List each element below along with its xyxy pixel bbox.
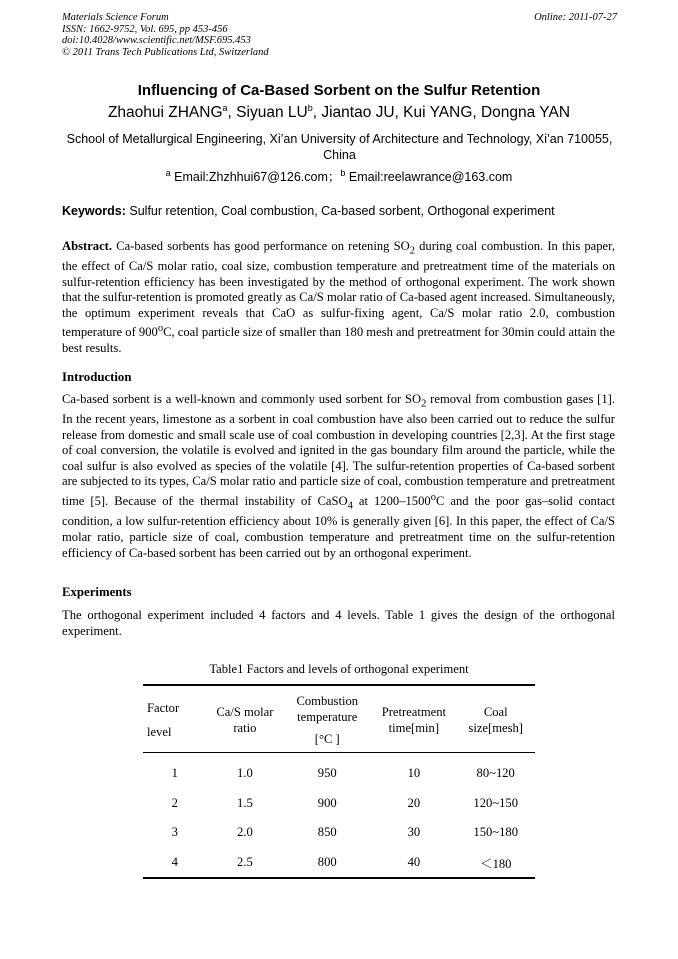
table-cell: 3 [171,825,178,840]
table-cell: 950 [317,766,337,781]
header-line: ratio [233,721,257,735]
header-factor-level [143,685,207,753]
table-cell: 850 [317,825,337,840]
journal-name: Materials Science Forum [62,12,169,23]
journal-header [62,12,617,58]
header-line: time[min] [388,721,440,735]
orthogonal-table [143,684,535,879]
author-name: Zhaohui ZHANG [107,104,223,121]
online-date: Online: 2011-07-27 [534,12,617,23]
header-line: Coal [483,705,508,719]
header-line: Combustion [296,694,359,708]
table-cell: 900 [317,795,337,810]
table-cell: 20 [407,795,421,810]
table-cell: 1.5 [237,795,253,810]
body-text: C and the poor gas–solid contact condition, a low sulfur-retention efficiency about 10% is generally given [6]. In this paper, the effect of Ca/S molar ratio, particle size of coal, combustion temperature and pretreatment time on the sulfur-retention efficiency of Ca-based sorbent has been carried out by an orthogonal experiment. [62,494,616,560]
author-affil-mark: a [222,102,228,113]
table-row [143,753,535,789]
table-header-row [143,685,535,753]
table-cell: 2.5 [207,848,284,879]
table-row [143,848,535,879]
superscript: o [157,323,164,335]
keywords-label: Keywords: [62,204,126,218]
abstract-text: during coal combustion. In this paper, the effect of Ca/S molar ratio, coal size, combustion temperature and pretreatment time of the materials on sulfur-retention efficiency has been investigated by the method of orthogonal experiment. The work shown that the sulfur-retention is promoted greatly as Ca/S molar ratio of Ca-based agent increased. Simultaneously, the optimum experiment reveals that CaO as sulfur-fixing agent, Ca/S molar ratio 2.0, combustion temperature of 900 [62,239,615,340]
email-mark: b [340,167,346,178]
header-combustion-temperature [283,685,371,753]
data-table [143,684,535,879]
header-coal-size [456,685,535,753]
author-name: Siyuan LU [236,104,308,121]
header-line: Factor [147,701,180,715]
header-line: Ca/S molar [216,705,274,719]
keywords [62,204,617,218]
author-list [0,104,678,122]
table-cell: 1.0 [237,766,253,781]
subscript: 2 [409,245,415,257]
subscript: 4 [347,500,353,512]
table-cell: 80~120 [476,766,515,781]
table-cell: 2 [171,795,178,810]
abstract [62,239,615,357]
header-ca-s-ratio [207,685,284,753]
table-cell: 1 [171,766,178,781]
affiliation: School of Metallurgical Engineering, Xi’an University of Architecture and Technology, Xi’an 710055, China [66,132,613,162]
author-emails [0,167,678,185]
author-name: Jiantao JU, Kui YANG, Dongna YAN [321,104,571,121]
header-line: temperature [297,710,358,724]
table-caption: Table1 Factors and levels of orthogonal experiment [209,662,469,676]
copyright-line: © 2011 Trans Tech Publications Ltd, Switzerland [62,46,269,58]
table-cell: 150~180 [473,825,519,840]
table-cell: 120~150 [473,795,519,810]
superscript: o [430,492,436,504]
paper-title: Influencing of Ca-Based Sorbent on the Sulfur Retention [137,82,541,99]
header-line: level [147,725,172,739]
issn-line: ISSN: 1662-9752, Vol. 695, pp 453-456 [62,23,228,35]
table-cell: 40 [371,848,456,879]
table-row [143,818,535,848]
experiments-body: The orthogonal experiment included 4 factors and 4 levels. Table 1 gives the design of the orthogonal experiment. [62,608,615,638]
abstract-text: C, coal particle size of smaller than 180 mesh and pretreatment for 30min could attain the best results. [62,325,616,356]
email-mark: a [165,167,171,178]
doi-line: doi:10.4028/www.scientific.net/MSF.695.453 [62,35,251,46]
body-text: Ca-based sorbent is a well-known and commonly used sorbent for SO [62,392,422,406]
section-heading-experiments: Experiments [62,585,132,599]
table-cell: 10 [407,766,421,781]
email-b: Email:reelawrance@163.com [348,170,513,184]
author-separator: , [312,104,322,121]
abstract-text: Ca-based sorbents has good performance on retening SO [116,239,410,253]
subscript: 2 [421,398,427,410]
table-row [143,789,535,819]
section-heading-introduction: Introduction [62,370,132,384]
author-separator: , [227,104,237,121]
keywords-text: Sulfur retention, Coal combustion, Ca-based sorbent, Orthogonal experiment [129,204,555,218]
table-cell: 800 [283,848,371,879]
body-text: removal from combustion gases [1]. In the recent years, limestone as a sorbent in coal combustion have also been carried out to reduce the sulfur release from domestic and small scale use of coal combustion in developing countries [2,3]. At the first stage of coal conversion, the volatile is evolved and ignited in the gas boundary film around the particle, while the coal sulfur is also evolved as species of the volatile [4]. The sulfur-retention properties of Ca-based sorbent are subjected to its types, Ca/S molar ratio and particle size of coal, combustion temperature and pretreatment time [5]. Because of the thermal instability of CaSO [62,392,615,509]
table-cell: 4 [143,848,207,879]
abstract-label: Abstract. [62,239,113,253]
table-cell: 30 [407,825,421,840]
email-a: Email:Zhzhhui67@126.com； [174,170,341,184]
header-line: size[mesh] [468,721,523,735]
header-line: Pretreatment [381,705,447,719]
header-pretreatment-time [371,685,456,753]
body-text: at 1200–1500 [352,494,431,509]
table-cell: 2.0 [237,825,253,840]
author-affil-mark: b [307,102,313,113]
introduction-body [62,392,615,561]
header-line: [°C ] [314,732,340,746]
table-cell: ＜180 [456,848,535,879]
